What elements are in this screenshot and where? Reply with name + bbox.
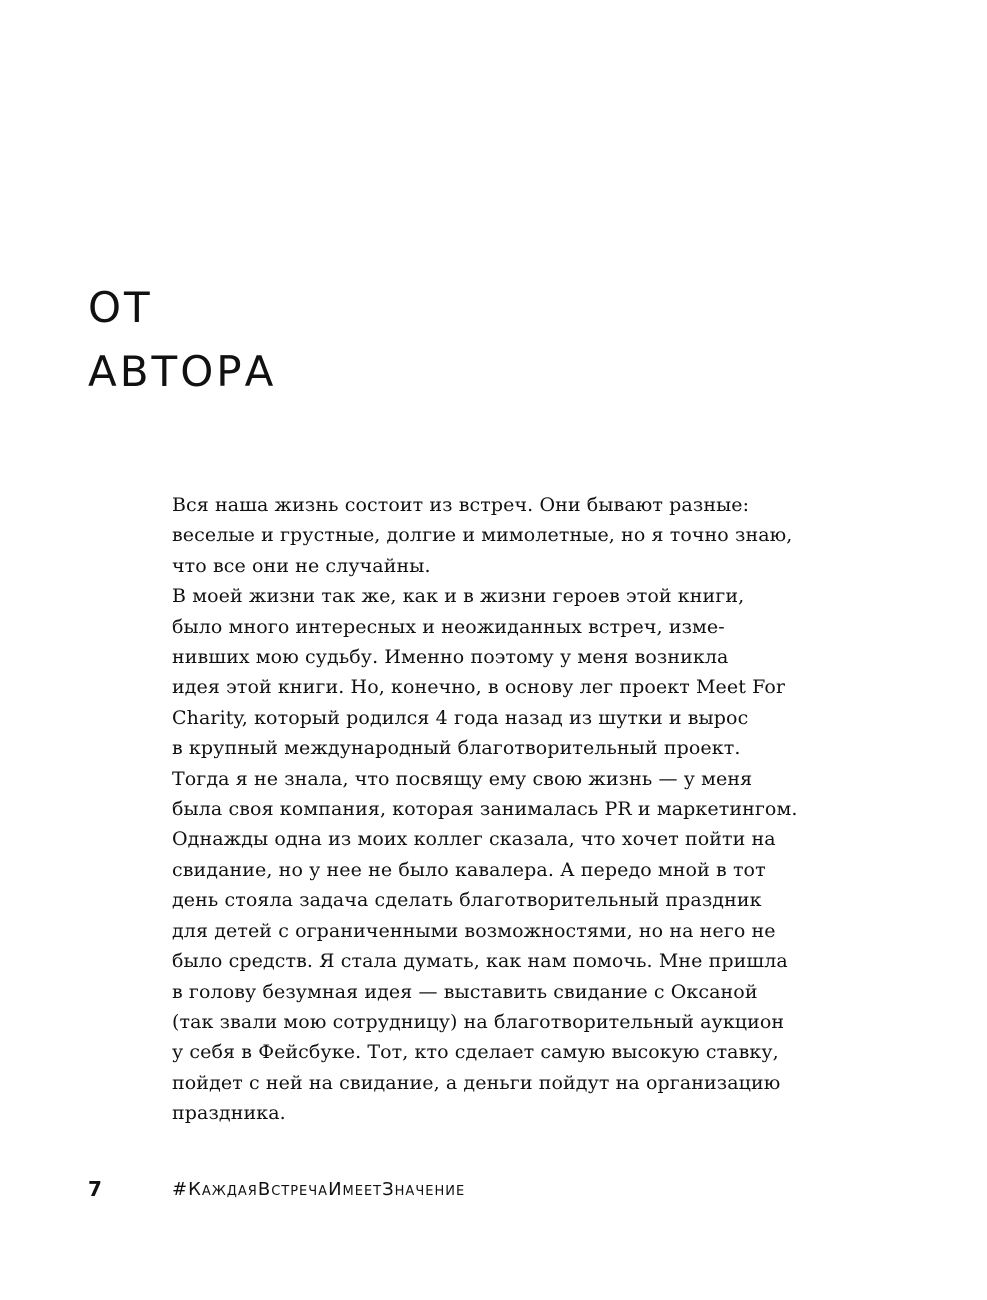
page-number: 7	[88, 1177, 102, 1201]
chapter-title	[88, 276, 276, 404]
text-line: (так звали мою сотрудницу) на благотворительный аукцион	[172, 1010, 785, 1033]
chapter-title-line-2: АВТОРА	[88, 347, 277, 396]
text-line: день стояла задача сделать благотворительный праздник	[172, 889, 762, 912]
text-line: пойдет с ней на свидание, а деньги пойдут на организацию	[172, 1071, 781, 1094]
text-line: Charity, который родился 4 года назад из шутки и вырос	[172, 706, 749, 729]
text-line: праздника.	[172, 1102, 286, 1125]
text-line: В моей жизни так же, как и в жизни героев этой книги,	[172, 585, 745, 608]
text-line: для детей с ограниченными возможностями, но на него не	[172, 919, 776, 942]
text-line: была своя компания, которая занималась PR и маркетингом.	[172, 798, 798, 821]
body-paragraph	[172, 490, 862, 1129]
text-line: в крупный международный благотворительный проект.	[172, 737, 741, 760]
text-line: свидание, но у нее не было кавалера. А передо мной в тот	[172, 858, 766, 881]
text-line: веселые и грустные, долгие и мимолетные, но я точно знаю,	[172, 524, 793, 547]
text-line: Тогда я не знала, что посвящу ему свою жизнь — у меня	[172, 767, 753, 790]
text-line: Вся наша жизнь состоит из встреч. Они бывают разные:	[172, 494, 750, 516]
text-line: в голову безумная идея — выставить свидание с Оксаной	[172, 980, 758, 1003]
text-line: идея этой книги. Но, конечно, в основу лег проект Meet For	[172, 676, 786, 699]
text-line: Однажды одна из моих коллег сказала, что хочет пойти на	[172, 828, 776, 851]
text-line: у себя в Фейсбуке. Тот, кто сделает самую высокую ставку,	[172, 1041, 779, 1064]
text-line: что все они не случайны.	[172, 554, 431, 577]
text-line: было много интересных и неожиданных встреч, изме-	[172, 615, 725, 638]
running-footer-hashtag: #КаждаяВстречаИмеетЗначение	[172, 1179, 466, 1200]
text-line: было средств. Я стала думать, как нам помочь. Мне пришла	[172, 950, 788, 973]
chapter-title-line-1: ОТ	[88, 283, 153, 332]
text-line: нивших мою судьбу. Именно поэтому у меня возникла	[172, 646, 729, 669]
